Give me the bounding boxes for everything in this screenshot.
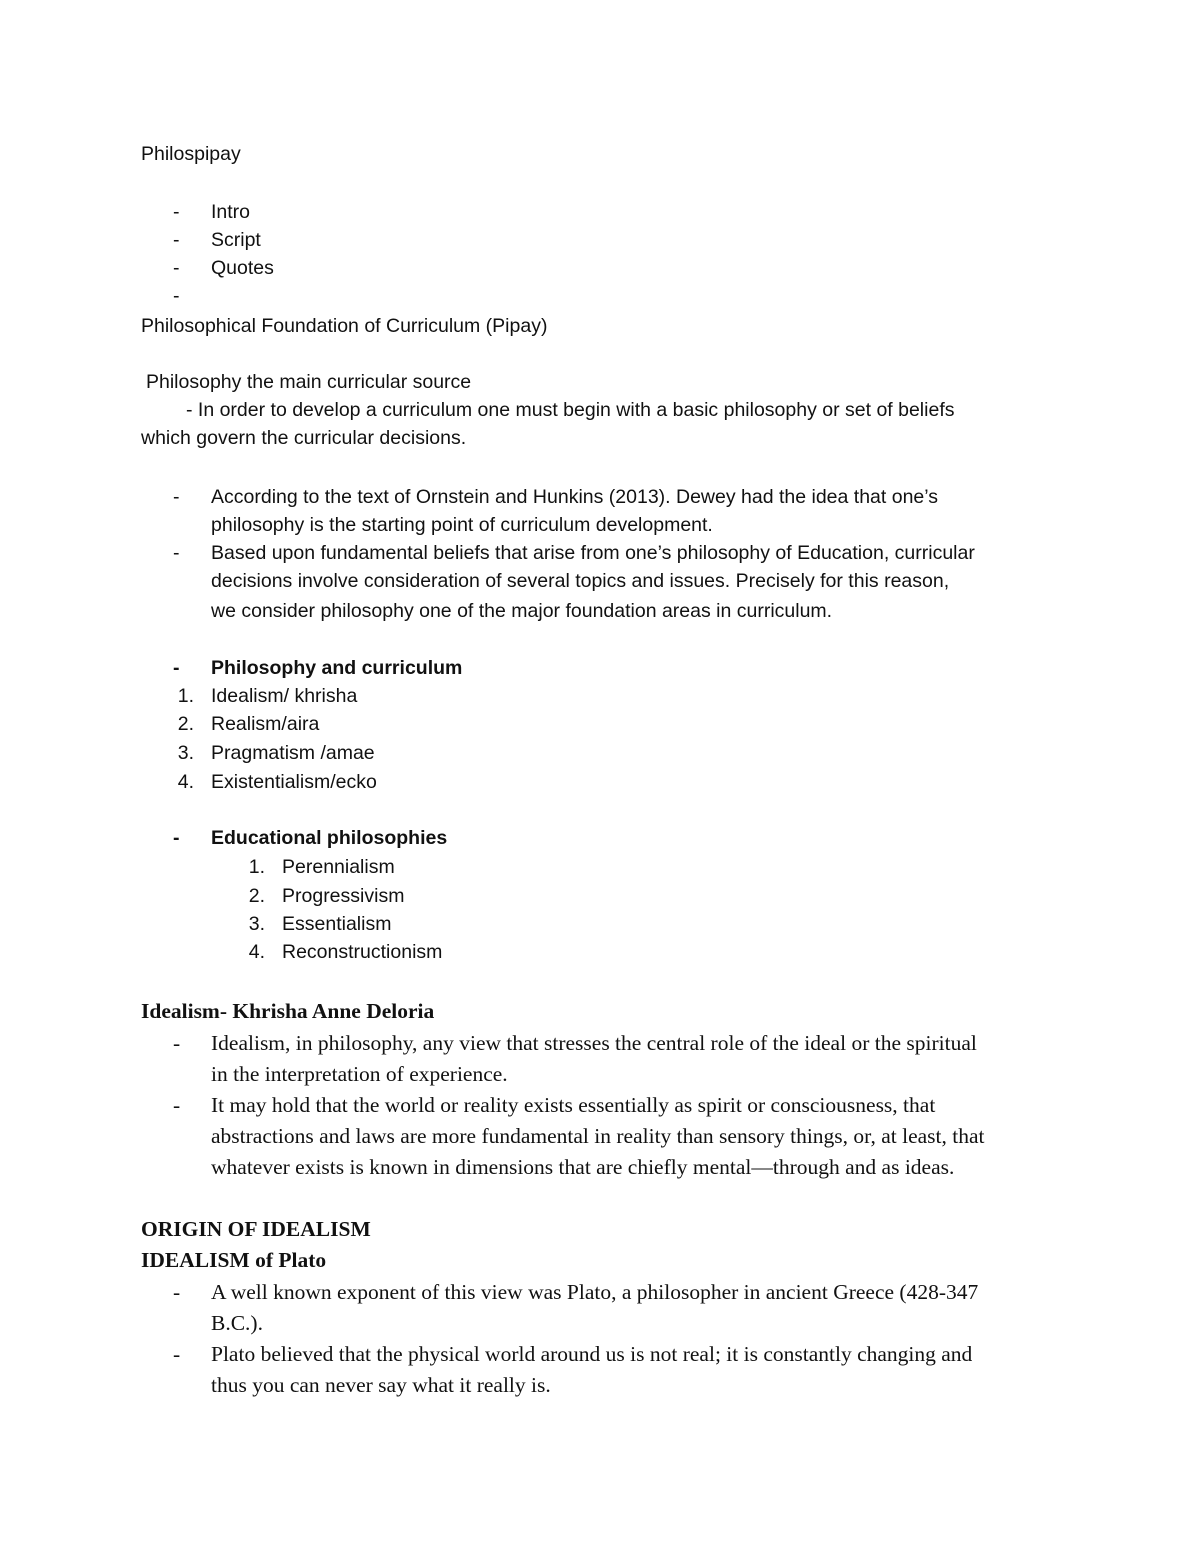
list-item: Essentialism: [282, 913, 392, 935]
list-number: 4.: [248, 941, 265, 963]
list-dash: -: [173, 257, 180, 279]
list-item-line: It may hold that the world or reality exists essentially as spirit or consciousness, that: [211, 1093, 936, 1117]
list-item-line: in the interpretation of experience.: [211, 1062, 508, 1086]
list-item-line: Based upon fundamental beliefs that arise from one’s philosophy of Education, curricular: [211, 542, 975, 564]
list-item: Reconstructionism: [282, 941, 443, 963]
paragraph-line: which govern the curricular decisions.: [141, 427, 467, 449]
list-item-line: B.C.).: [211, 1311, 263, 1335]
list-item-line: Idealism, in philosophy, any view that stresses the central role of the ideal or the spiritual: [211, 1031, 977, 1055]
paragraph-line: - In order to develop a curriculum one must begin with a basic philosophy or set of beliefs: [186, 399, 955, 421]
list-dash: -: [173, 542, 180, 564]
list-number: 2.: [248, 885, 265, 907]
list-item-line: A well known exponent of this view was Plato, a philosopher in ancient Greece (428-347: [211, 1280, 979, 1304]
list-item-line: According to the text of Ornstein and Hunkins (2013). Dewey had the idea that one’s: [211, 486, 938, 508]
subsection-heading: IDEALISM of Plato: [141, 1248, 327, 1272]
section-heading: Idealism- Khrisha Anne Deloria: [141, 999, 435, 1023]
section-title: Philosophical Foundation of Curriculum (Pipay): [141, 315, 548, 337]
section-heading: Educational philosophies: [211, 827, 448, 849]
list-number: 1.: [248, 856, 265, 878]
list-dash: -: [173, 1280, 181, 1304]
section-heading: Philosophy and curriculum: [211, 657, 463, 679]
list-item: Progressivism: [282, 885, 405, 907]
list-dash: -: [173, 827, 180, 849]
list-number: 1.: [177, 685, 194, 707]
list-number: 3.: [177, 742, 194, 764]
doc-title: Philospipay: [141, 143, 241, 165]
list-dash: -: [173, 285, 180, 307]
list-number: 4.: [177, 771, 194, 793]
list-item-line: philosophy is the starting point of curriculum development.: [211, 514, 713, 536]
list-item: Realism/aira: [211, 713, 320, 735]
list-item: Existentialism/ecko: [211, 771, 377, 793]
list-dash: -: [173, 201, 180, 223]
list-item-line: thus you can never say what it really is.: [211, 1373, 551, 1397]
list-item-line: decisions involve consideration of several topics and issues. Precisely for this reason,: [211, 570, 950, 592]
list-item: Perennialism: [282, 856, 395, 878]
list-item: Idealism/ khrisha: [211, 685, 358, 707]
list-item-line: whatever exists is known in dimensions that are chiefly mental—through and as ideas.: [211, 1155, 955, 1179]
paragraph-heading: Philosophy the main curricular source: [146, 371, 472, 393]
list-item: Pragmatism /amae: [211, 742, 375, 764]
list-item-line: we consider philosophy one of the major foundation areas in curriculum.: [211, 600, 833, 622]
list-dash: -: [173, 486, 180, 508]
list-item-line: Plato believed that the physical world around us is not real; it is constantly changing and: [211, 1342, 973, 1366]
list-dash: -: [173, 229, 180, 251]
list-dash: -: [173, 1031, 181, 1055]
list-dash: -: [173, 657, 180, 679]
list-item-line: abstractions and laws are more fundamental in reality than sensory things, or, at least, that: [211, 1124, 985, 1148]
list-dash: -: [173, 1342, 181, 1366]
list-item: Script: [211, 229, 261, 251]
list-number: 2.: [177, 713, 194, 735]
list-number: 3.: [248, 913, 265, 935]
list-item: Quotes: [211, 257, 274, 279]
section-heading: ORIGIN OF IDEALISM: [141, 1217, 371, 1241]
list-dash: -: [173, 1093, 181, 1117]
list-item: Intro: [211, 201, 251, 223]
